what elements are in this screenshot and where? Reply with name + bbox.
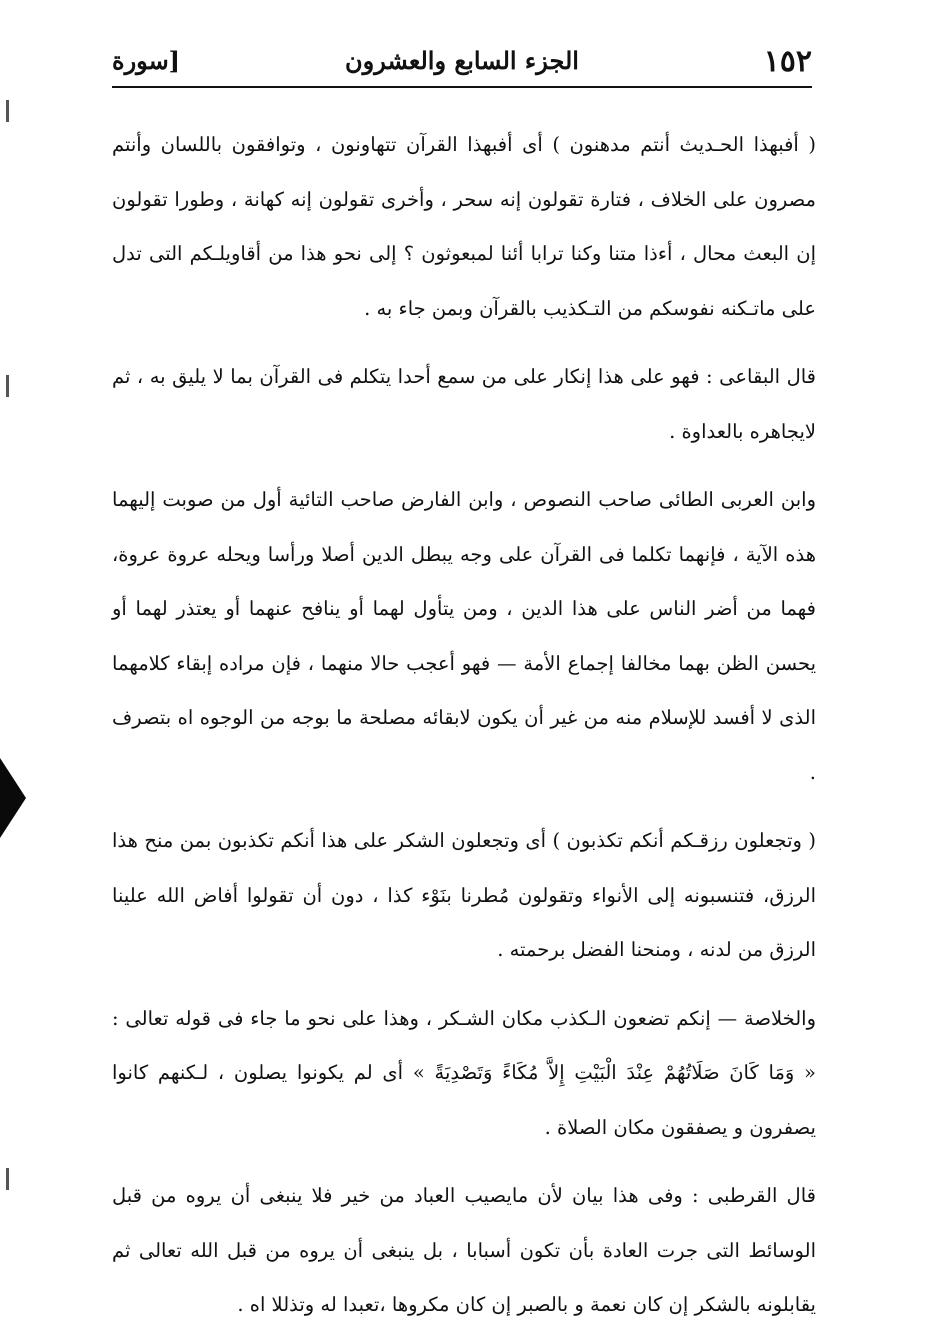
paragraph-gap <box>112 978 816 992</box>
paragraph-adhhan: ( أفبهذا الحـديث أنتم مدهنون ) أى أفبهذا القرآن تتهاونون ، وتوافقون باللسان وأنتم مصرون على الخلاف ، فتارة تقولون إنه سحر ، وأخرى تقولون إنه كهانة ، وطورا تقولون إن البعث محال ، أءذا متنا وكنا ترابا أئنا لمبعوثون ؟ إلى نحو هذا من أقاويلـكم التى تدل على ماتـكنه نفوسكم من التـكذيب بالقرآن وبمن جاء به . <box>112 133 816 320</box>
paragraph-qurtubi: قال القرطبى : وفى هذا بيان لأن مايصيب العباد من خير فلا ينبغى أن يروه من قبل الوسائط التى جرت العادة بأن تكون أسبابا ، بل ينبغى أن يروه من قبل الله تعالى ثم يقابلونه بالشكر إن كان نعمة و بالصبر إن كان مكروها ،تعبدا له وتذللا اه . <box>112 1184 816 1316</box>
scan-margin-mark <box>6 1168 9 1190</box>
page-number: ١٥٢ <box>763 44 812 79</box>
paragraph-ibn-arabi: وابن العربى الطائى صاحب النصوص ، وابن الفارض صاحب التائية أول من صوبت إليهما هذه الآية ، فإنهما تكلما فى القرآن على وجه يبطل الدين أصلا ورأسا ويحله عروة عروة، فهما من أضر الناس على هذا الدين ، ومن يتأول لهما أو ينافح عنهما أو يعتذر لهما أو يحسن الظن بهما مخالفا إجماع الأمة — فهو أعجب حالا منهما ، فإن مراده إبقاء كلامهما الذى لا أفسد للإسلام منه من غير أن يكون لابقائه مصلحة ما بوجه من الوجوه اه بتصرف . <box>112 488 816 784</box>
paragraph-khulasa: والخلاصة — إنكم تضعون الـكذب مكان الشـكر ، وهذا على نحو ما جاء فى قوله تعالى : « وَمَا كَانَ صَلَاتُهُمْ عِنْدَ الْبَيْتِ إِلاَّ مُكَاءً وَتَصْدِيَةً » أى لم يكونوا يصلون ، لـكنهم كانوا يصفرون و يصفقون مكان الصلاة . <box>112 1006 816 1139</box>
paragraph-gap <box>112 1155 816 1169</box>
paragraph-biqai: قال البقاعى : فهو على هذا إنكار على من سمع أحدا يتكلم فى القرآن بما لا يليق به ، ثم لايجاهره بالعداوة . <box>112 365 816 443</box>
paragraph-gap <box>112 459 816 473</box>
running-title: الجزء السابع والعشرون <box>345 46 579 75</box>
scan-edge-blot <box>0 758 26 838</box>
page-header <box>112 40 812 88</box>
surah-label: [سورة <box>112 46 181 75</box>
paragraph-rizq: ( وتجعلون رزقـكم أنكم تكذبون ) أى وتجعلون الشكر على هذا أنكم تكذبون بمن منح هذا الرزق، فتنسبونه إلى الأنواء وتقولون مُطرنا بنَوْء كذا ، دون أن تقولوا أفاض الله علينا الرزق من لدنه ، ومنحنا الفضل برحمته . <box>112 829 816 961</box>
scan-margin-mark <box>6 375 9 397</box>
paragraph-gap <box>112 800 816 814</box>
paragraph-gap <box>112 336 816 350</box>
page-body <box>112 118 816 1333</box>
scan-margin-mark <box>6 100 9 122</box>
header-rule <box>112 86 812 88</box>
